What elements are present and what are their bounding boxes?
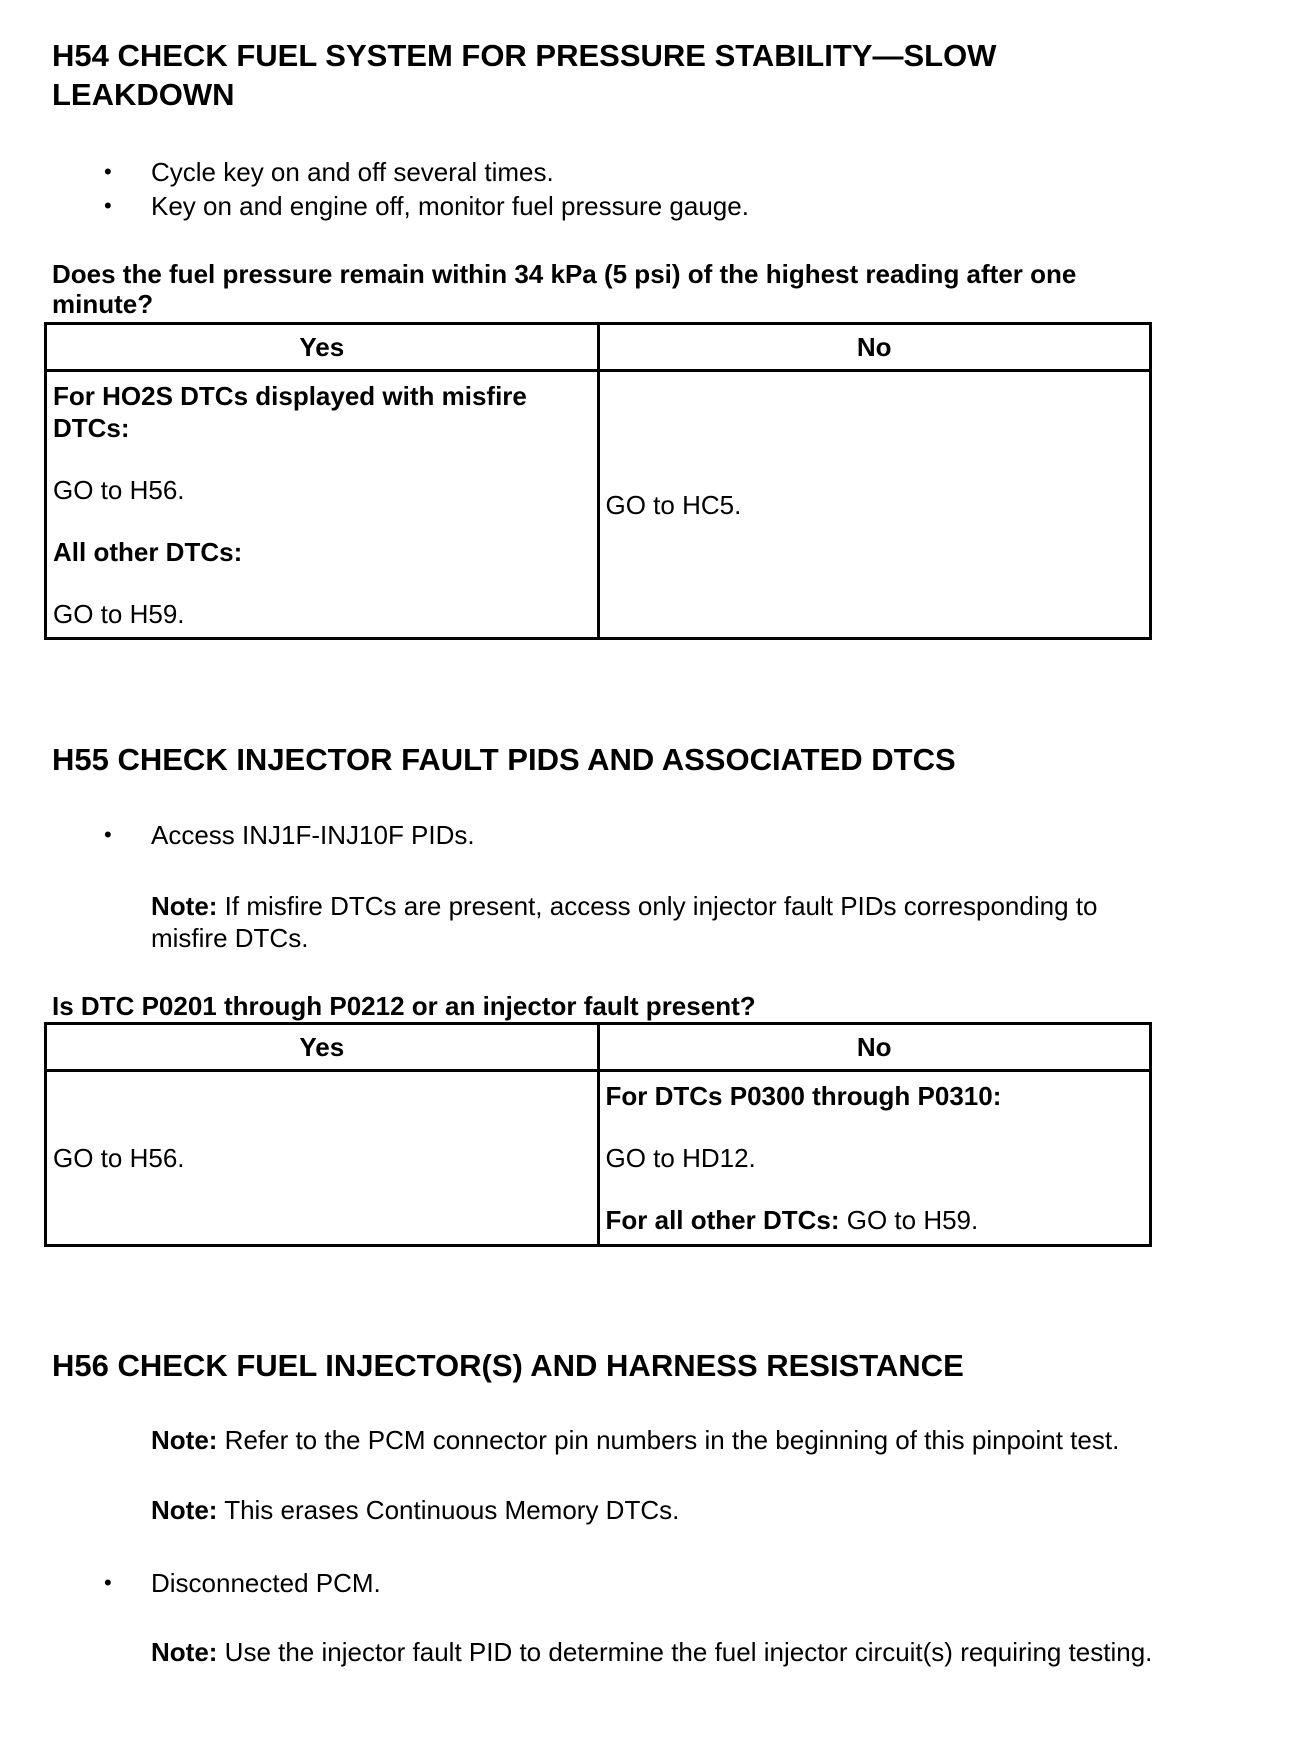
h54-no-cell xyxy=(598,371,1151,639)
h55-bullet-list xyxy=(0,818,475,852)
yes-header: Yes xyxy=(46,324,599,371)
bullet-icon: • xyxy=(104,1570,112,1595)
h54-yes-action-1: GO to H56. xyxy=(53,474,185,505)
h54-yes-condition-1: For HO2S DTCs displayed with misfire DTCs: xyxy=(53,380,527,443)
h56-note-1 xyxy=(151,1424,1161,1456)
h55-no-action-2: GO to H59. xyxy=(839,1205,979,1235)
h56-note-3-text: Use the injector fault PID to determine the fuel injector circuit(s) requiring testing. xyxy=(217,1637,1153,1667)
note-label: Note: xyxy=(151,1425,218,1455)
h56-heading: H56 CHECK FUEL INJECTOR(S) AND HARNESS RESISTANCE xyxy=(52,1348,964,1383)
h54-title-line1: H54 CHECK FUEL SYSTEM FOR PRESSURE STABILITY—SLOW xyxy=(52,38,997,73)
h54-question: Does the fuel pressure remain within 34 kPa (5 psi) of the highest reading after one minute? xyxy=(52,259,1077,319)
note-label: Note: xyxy=(151,1495,218,1525)
h55-decision-table xyxy=(44,1022,1152,1247)
h54-heading xyxy=(52,36,996,114)
h56-note-1-text: Refer to the PCM connector pin numbers in the beginning of this pinpoint test. xyxy=(217,1425,1120,1455)
h55-question: Is DTC P0201 through P0212 or an injector fault present? xyxy=(52,991,756,1021)
h56-bullet-list xyxy=(0,1566,381,1600)
list-item xyxy=(0,818,475,852)
h55-heading: H55 CHECK INJECTOR FAULT PIDS AND ASSOCIATED DTCS xyxy=(52,742,956,777)
h55-no-line-2 xyxy=(606,1204,1144,1236)
h55-no-action-1: GO to HD12. xyxy=(605,1143,756,1173)
h54-title-line2: LEAKDOWN xyxy=(52,77,235,112)
h55-bullet-1: Access INJ1F-INJ10F PIDs. xyxy=(151,820,475,850)
h54-yes-condition-2: All other DTCs: xyxy=(53,536,243,567)
yes-header: Yes xyxy=(46,1024,599,1071)
h54-yes-action-2: GO to H59. xyxy=(53,598,185,629)
list-item xyxy=(0,189,749,223)
h54-bullet-1: Cycle key on and off several times. xyxy=(151,157,554,187)
h55-note xyxy=(151,890,1161,954)
no-header: No xyxy=(598,324,1151,371)
note-label: Note: xyxy=(151,891,218,921)
h55-yes-action: GO to H56. xyxy=(53,1143,185,1173)
h55-no-condition-2: For all other DTCs: xyxy=(605,1205,840,1235)
h55-no-cell xyxy=(598,1071,1151,1246)
h54-no-action: GO to HC5. xyxy=(605,489,742,520)
list-item xyxy=(0,1566,381,1600)
h56-note-2 xyxy=(151,1494,1161,1526)
h54-bullet-list xyxy=(0,155,749,223)
no-header: No xyxy=(598,1024,1151,1071)
h55-no-condition-1: For DTCs P0300 through P0310: xyxy=(605,1081,1002,1111)
h55-yes-cell xyxy=(46,1071,599,1246)
note-label: Note: xyxy=(151,1637,218,1667)
h56-bullet-1: Disconnected PCM. xyxy=(151,1568,381,1598)
bullet-icon: • xyxy=(104,159,112,184)
h56-note-2-text: This erases Continuous Memory DTCs. xyxy=(217,1495,680,1525)
list-item xyxy=(0,155,749,189)
h55-note-text: If misfire DTCs are present, access only injector fault PIDs corresponding to misfire DTCs. xyxy=(151,891,1098,953)
h54-bullet-2: Key on and engine off, monitor fuel pressure gauge. xyxy=(151,191,749,221)
h54-decision-table xyxy=(44,322,1152,640)
h54-yes-cell xyxy=(46,371,599,639)
h56-note-3 xyxy=(151,1636,1161,1668)
bullet-icon: • xyxy=(104,822,112,847)
bullet-icon: • xyxy=(104,193,112,218)
